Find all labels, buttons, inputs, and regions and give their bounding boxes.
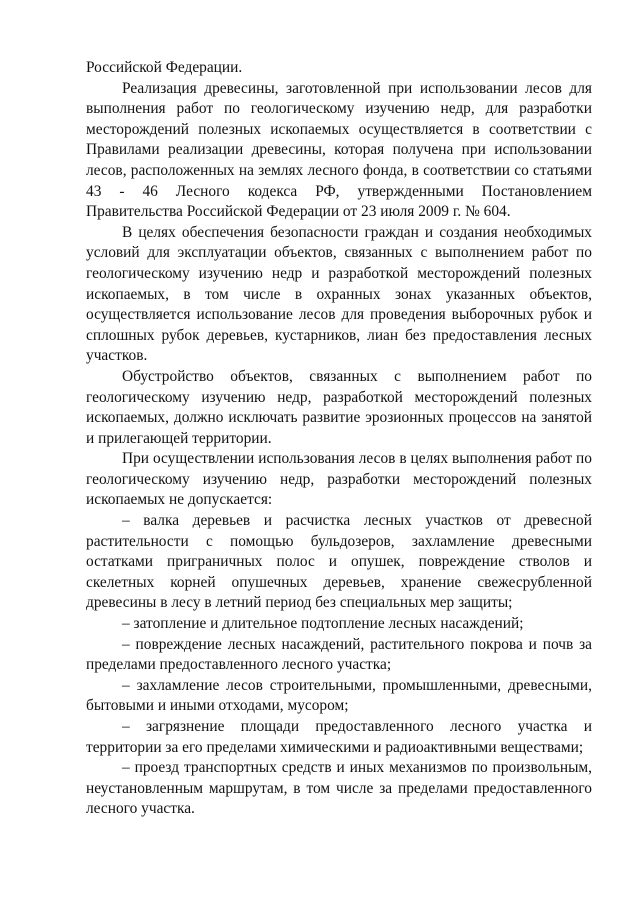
paragraph-safety: В целях обеспечения безопасности граждан и создания необходимых условий для эксплуатации объектов, связанных с выполнением работ по геологическому изучению недр и разработкой месторождений полезных ископаемых, в том числе в охранных зонах указанных объектов, осуществляется использование лесов для проведения выборочных рубок и сплошных рубок деревьев, кустарников, лиан без предоставления лесных участков. [86,223,592,365]
list-item-damage: – повреждение лесных насаждений, растительного покрова и почв за пределами предоставленного лесного участка; [86,635,592,674]
paragraph-erosion: Обустройство объектов, связанных с выполнением работ по геологическому изучению недр, разработкой месторождений полезных ископаемых, должно исключать развитие эрозионных процессов на занятой и прилегающей территории. [86,367,592,447]
document-page [86,58,592,820]
list-item-flooding: – затопление и длительное подтопление лесных насаждений; [122,615,524,633]
list-item-felling: – валка деревьев и расчистка лесных участков от древесной растительности с помощью бульдозеров, захламление древесными остатками приграничных полос и опушек, повреждение стволов и скелетных корней опушечных деревьев, хранение свежесрубленной древесины в лесу в летний период без специальных мер защиты; [86,512,592,612]
paragraph-continuation: Российской Федерации. [86,59,243,76]
list-item-pollution: – загрязнение площади предоставленного лесного участка и территории за его пределами химическими и радиоактивными веществами; [86,718,592,756]
list-item-littering: – захламление лесов строительными, промышленными, древесными, бытовыми и иными отходами, мусором; [86,676,592,715]
paragraph-timber-sale: Реализация древесины, заготовленной при использовании лесов для выполнения работ по геологическому изучению недр, для разработки месторождений полезных ископаемых осуществляется в соответствии с Правилами реализации древесины, которая получена при использовании лесов, расположенных на землях лесного фонда, в соответствии со статьями 43 - 46 Лесного кодекса РФ, утвержденными Постановлением Правительства Российской Федерации от 23 июля 2009 г. № 604. [86,79,592,221]
paragraph-prohibitions-intro: При осуществлении использования лесов в целях выполнения работ по геологическому изучению недр, разработки месторождений полезных ископаемых не допускается: [86,450,592,509]
list-item-vehicle-passage: – проезд транспортных средств и иных механизмов по произвольным, неустановленным маршрутам, в том числе за пределами предоставленного лесного участка. [86,759,592,818]
